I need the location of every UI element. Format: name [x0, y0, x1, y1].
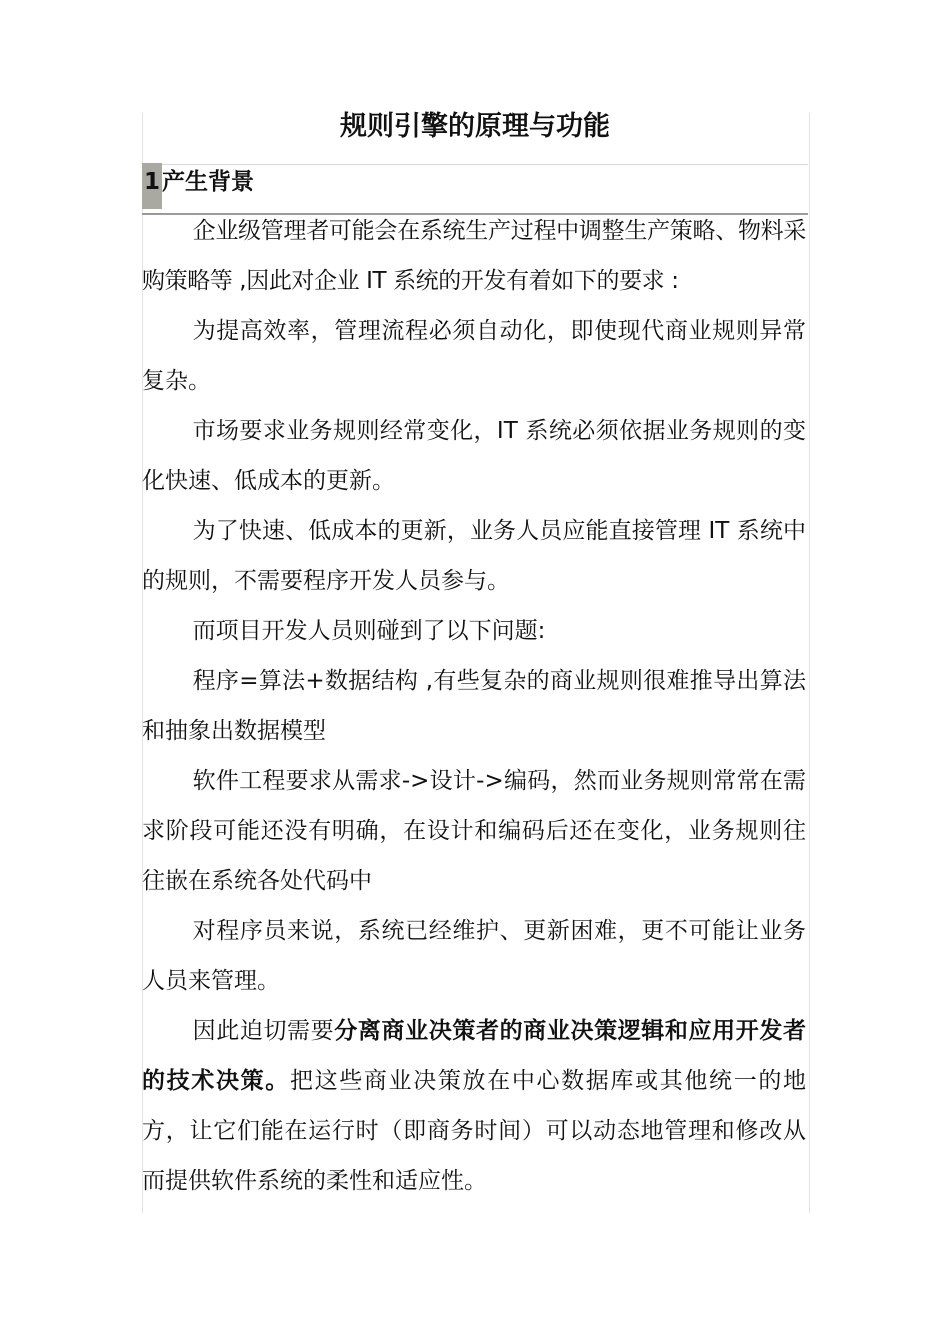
paragraph: 市场要求业务规则经常变化，IT 系统必须依据业务规则的变化快速、低成本的更新。: [142, 418, 806, 494]
paragraph: 而项目开发人员则碰到了以下问题:: [192, 618, 546, 644]
document-body: [142, 206, 806, 1206]
paragraph: 为了快速、低成本的更新，业务人员应能直接管理 IT 系统中的规则，不需要程序开发人员参与。: [142, 518, 806, 594]
paragraph: 软件工程要求从需求->设计->编码，然而业务规则常常在需求阶段可能还没有明确，在设计和编码后还在变化，业务规则往往嵌在系统各处代码中: [142, 768, 806, 894]
final-paragraph-rest: 把这些商业决策放在中心数据库或其他统一的地方，让它们能在运行时（即商务时间）可以动态地管理和修改从而提供软件系统的柔性和适应性。: [142, 1068, 807, 1194]
section-number: 1: [142, 163, 162, 209]
paragraph: 程序=算法+数据结构 ,有些复杂的商业规则很难推导出算法和抽象出数据模型: [142, 668, 806, 744]
section-heading: [142, 163, 254, 209]
document-title: 规则引擎的原理与功能: [340, 111, 610, 142]
emphasis-text: 分离商业决策者的商业决策逻辑和应用开发者的技术决策。: [142, 1018, 807, 1094]
paragraph: 为提高效率，管理流程必须自动化，即使现代商业规则异常复杂。: [142, 318, 806, 394]
final-paragraph: [142, 1006, 806, 1206]
paragraph: 企业级管理者可能会在系统生产过程中调整生产策略、物料采购策略等 ,因此对企业 IT 系统的开发有着如下的要求 :: [142, 218, 806, 294]
section-title: 产生背景: [162, 169, 255, 195]
final-paragraph-lead: 因此迫切需要: [192, 1018, 335, 1044]
paragraph: 对程序员来说，系统已经维护、更新困难，更不可能让业务人员来管理。: [142, 918, 806, 994]
